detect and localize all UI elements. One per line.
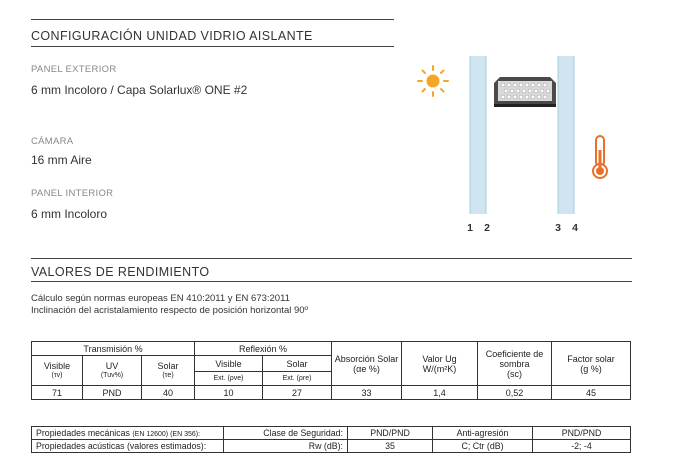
pane-number: 2	[484, 222, 490, 234]
inclination-note: Inclinación del acristalamiento respecto de posición horizontal 90º	[31, 305, 309, 316]
solar-factor-value: 45	[552, 386, 631, 400]
t-uv-value: PND	[83, 386, 142, 400]
c-ctr-value: -2; -4	[533, 440, 631, 453]
rw-label: Rw (dB):	[224, 440, 348, 453]
cavity-label: CÁMARA	[31, 136, 74, 147]
t-visible-value: 71	[32, 386, 83, 400]
shading-value: 0,52	[478, 386, 552, 400]
glazing-diagram	[410, 50, 640, 240]
outer-panel-label: PANEL EXTERIOR	[31, 64, 117, 75]
pane-number: 4	[572, 222, 578, 234]
anti-aggression-label: Anti-agresión	[433, 427, 533, 440]
spacer-bar-icon	[494, 77, 556, 107]
outer-panel-value: 6 mm Incoloro / Capa Solarlux® ONE #2	[31, 83, 248, 97]
performance-table	[31, 341, 631, 400]
config-title: CONFIGURACIÓN UNIDAD VIDRIO AISLANTE	[31, 29, 313, 43]
pane-number: 3	[555, 222, 561, 234]
t-solar-header: Solar (τe)	[142, 356, 195, 386]
ug-value: 1,4	[402, 386, 478, 400]
properties-table	[31, 426, 631, 453]
r-solar-header: Solar	[263, 356, 332, 372]
shading-header: Coeficiente de sombra (sc)	[478, 342, 552, 386]
security-class-label: Clase de Seguridad:	[224, 427, 348, 440]
r-solar-symbol: Ext. (ρre)	[263, 372, 332, 386]
t-visible-header: Visible (τv)	[32, 356, 83, 386]
reflection-header: Reflexión %	[195, 342, 332, 356]
t-solar-value: 40	[142, 386, 195, 400]
inner-pane	[558, 56, 574, 214]
performance-top-divider	[31, 258, 632, 259]
t-uv-header: UV (Tuv%)	[83, 356, 142, 386]
r-visible-value: 10	[195, 386, 263, 400]
r-visible-header: Visible	[195, 356, 263, 372]
outer-pane	[470, 56, 486, 214]
cavity-value: 16 mm Aire	[31, 153, 92, 167]
transmission-header: Transmisión %	[32, 342, 195, 356]
c-ctr-label: C; Ctr (dB)	[433, 440, 533, 453]
inner-panel-value: 6 mm Incoloro	[31, 207, 108, 221]
thermometer-icon	[593, 136, 607, 178]
r-solar-value: 27	[263, 386, 332, 400]
rw-value: 35	[348, 440, 433, 453]
security-class-value: PND/PND	[348, 427, 433, 440]
config-divider	[31, 46, 394, 47]
performance-divider	[31, 281, 632, 282]
sun-icon	[418, 66, 448, 96]
norms-note: Cálculo según normas europeas EN 410:2011 y EN 673:2011	[31, 293, 290, 304]
top-divider	[31, 19, 394, 20]
ug-header: Valor Ug W/(m²K)	[402, 342, 478, 386]
r-visible-symbol: Ext. (ρve)	[195, 372, 263, 386]
acoustic-properties-label: Propiedades acústicas (valores estimados):	[32, 440, 224, 453]
pane-number: 1	[467, 222, 473, 234]
performance-title: VALORES DE RENDIMIENTO	[31, 265, 210, 279]
absorption-value: 33	[332, 386, 402, 400]
mechanical-properties-label: Propiedades mecánicas (EN 12600) (EN 356):	[32, 427, 224, 440]
anti-aggression-value: PND/PND	[533, 427, 631, 440]
inner-panel-label: PANEL INTERIOR	[31, 188, 114, 199]
solar-factor-header: Factor solar (g %)	[552, 342, 631, 386]
absorption-header: Absorción Solar (αe %)	[332, 342, 402, 386]
